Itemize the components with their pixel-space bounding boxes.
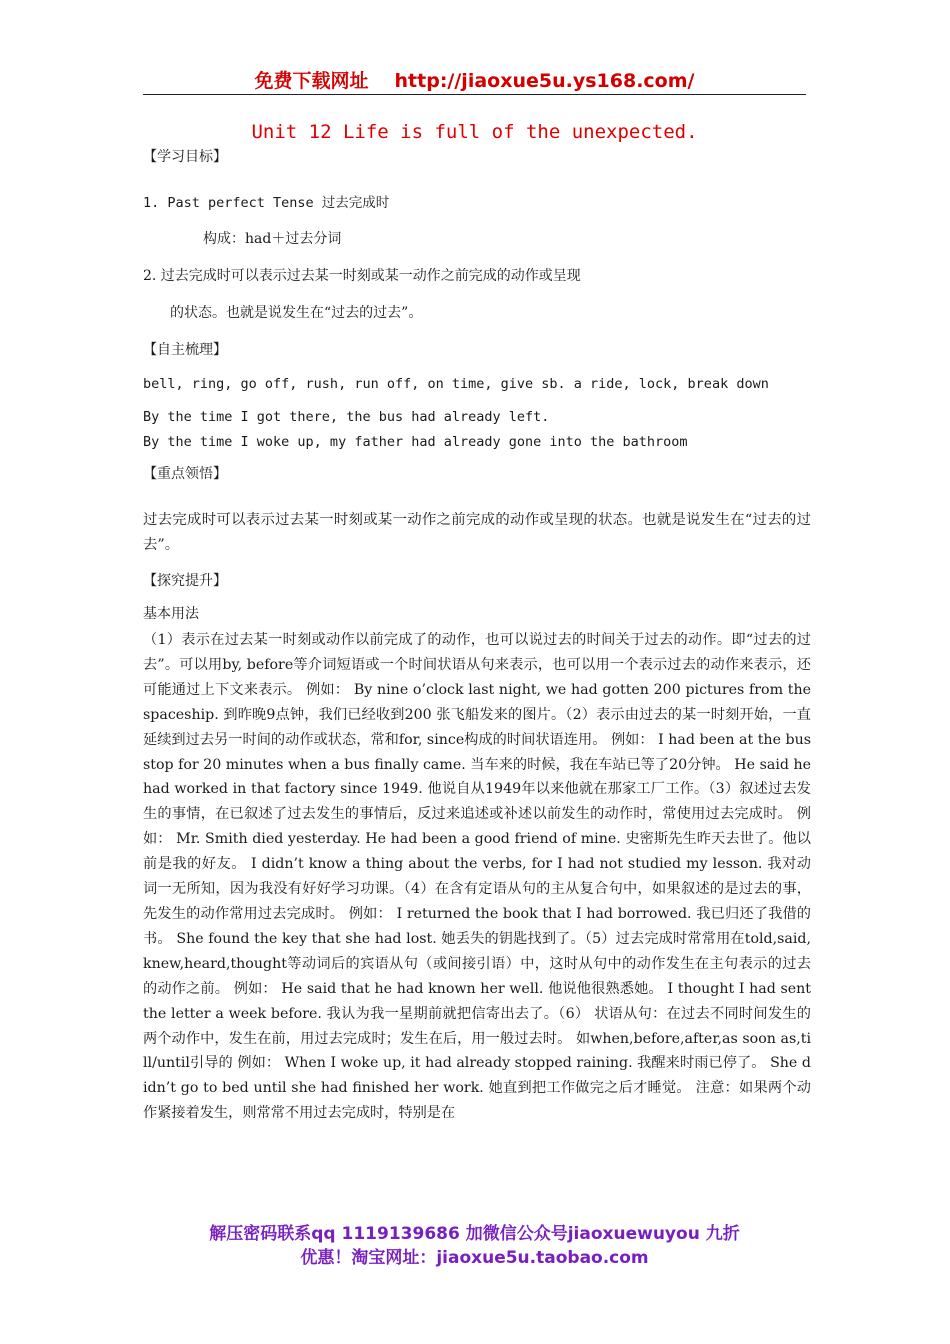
example-sentence-1: By the time I got there, the bus had already left. [143, 409, 550, 425]
key-points-text: 过去完成时可以表示过去某一时刻或某一动作之前完成的动作或呈现的状态。也就是说发生在“过去的过去”。 [143, 512, 811, 553]
basic-usage-heading: 基本用法 [143, 606, 199, 622]
goal-2-line-2: 的状态。也就是说发生在“过去的过去”。 [170, 305, 423, 321]
goal-2-line-1: 2. 过去完成时可以表示过去某一时刻或某一动作之前完成的动作或呈现 [143, 268, 581, 284]
goal-1-formula: 构成：had＋过去分词 [203, 231, 342, 247]
page-title: Unit 12 Life is full of the unexpected. [251, 121, 698, 143]
footer-line-2: 优惠！淘宝网址：jiaoxue5u.taobao.com [300, 1248, 649, 1268]
header-url-link[interactable]: http://jiaoxue5u.ys168.com/ [394, 70, 695, 92]
goal-1-text: 1. Past perfect Tense 过去完成时 [143, 195, 390, 211]
self-study-heading: 【自主梳理】 [143, 342, 227, 358]
goal-1 [143, 193, 389, 213]
example-sentence-2: By the time I woke up, my father had already gone into the bathroom [143, 434, 688, 450]
basic-usage-text: （1）表示在过去某一时刻或动作以前完成了的动作，也可以说过去的时间关于过去的动作。即“过去的过去”。可以用by, before等介词短语或一个时间状语从句来表示，也可以用一个表示过去的动作来表示，还可能通过上下文来表示。 例如： By nine o’clock last night, we had gotten 200 pictures from the spaceship. 到昨晚9点钟，我们已经收到200 张飞船发来的图片。（2）表示由过去的某一时刻开始，一直延续到过去另一时间的动作或状态，常和for, since构成的时间状语连用。 例如： I had been at the bus stop for 20 minutes when a bus finally came. 当车来的时候，我在车站已等了20分钟。 He said he had worked in that factory since 1949. 他说自从1949年以来他就在那家工厂工作。（3）叙述过去发生的事情，在已叙述了过去发生的事情后，反过来追述或补述以前发生的动作时，常使用过去完成时。 例如： Mr. Smith died yesterday. He had been a good friend of mine. 史密斯先生昨天去世了。他以前是我的好友。 I didn’t know a thing about the verbs, for I had not studied my lesson. 我对动词一无所知，因为我没有好好学习功课。（4）在含有定语从句的主从复合句中，如果叙述的是过去的事，先发生的动作常用过去完成时。 例如： I returned the book that I had borrowed. 我已归还了我借的书。 She found the key that she had lost. 她丢失的钥匙找到了。（5）过去完成时常常用在told,said,knew,heard,thought等动词后的宾语从句（或间接引语）中，这时从句中的动作发生在主句表示的过去的动作之前。 例如： He said that he had known her well. 他说他很熟悉她。 I thought I had sent the letter a week before. 我认为我一星期前就把信寄出去了。（6） 状语从句：在过去不同时间发生的两个动作中，发生在前，用过去完成时；发生在后，用一般过去时。 如when,before,after,as soon as,till/until引导的 例如： When I woke up, it had already stopped raining. 我醒来时雨已停了。 She didn’t go to bed until she had finished her work. 她直到把工作做完之后才睡觉。 注意：如果两个动作紧接着发生，则常常不用过去完成时，特别是在 [143, 632, 811, 1122]
header-divider [143, 94, 806, 95]
footer-line-1: 解压密码联系qq 1119139686 加微信公众号jiaoxuewuyou 九折 [209, 1224, 740, 1244]
page-header [143, 66, 806, 93]
explore-heading: 【探究提升】 [143, 573, 227, 589]
vocab-line: bell, ring, go off, rush, run off, on time, give sb. a ride, lock, break down [143, 376, 769, 392]
header-site-label: 免费下载网址 [254, 70, 369, 92]
key-points-heading: 【重点领悟】 [143, 466, 227, 482]
goals-heading: 【学习目标】 [143, 149, 227, 165]
